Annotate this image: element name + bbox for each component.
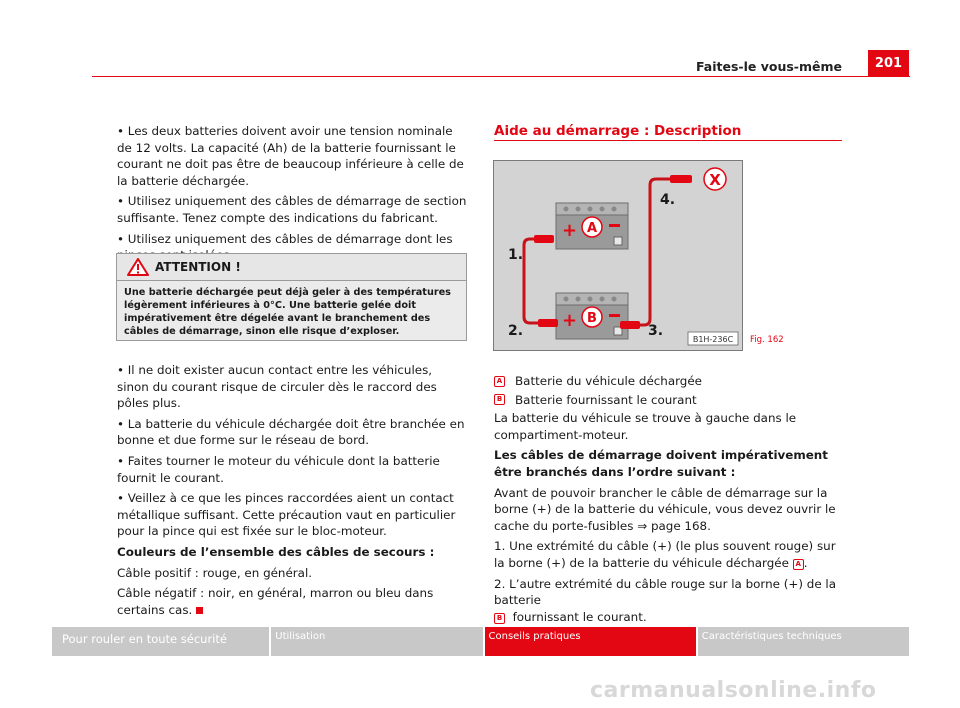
ground-label: X bbox=[709, 171, 721, 189]
header-rule bbox=[92, 76, 910, 77]
tab-technical-specs[interactable]: Caractéristiques techniques bbox=[698, 627, 909, 656]
positive-cable bbox=[524, 239, 554, 323]
legend-item-a: A Batterie du véhicule déchargée bbox=[494, 373, 842, 390]
step-label-2: 2. bbox=[508, 323, 524, 339]
bullet-onboard-network: • La batterie du véhicule déchargée doit être branchée en bonne et due forme sur le réseau de bord. bbox=[117, 416, 465, 448]
jump-start-figure bbox=[493, 160, 743, 351]
attention-title: ATTENTION ! bbox=[155, 260, 241, 274]
bullet-run-engine: • Faites tourner le moteur du véhicule dont la batterie fournit le courant. bbox=[117, 453, 440, 485]
watermark: carmanualsonline.info bbox=[590, 678, 877, 703]
badge-b-inline: B bbox=[494, 613, 505, 624]
step-label-3: 3. bbox=[648, 323, 664, 339]
battery-location-text: La batterie du véhicule se trouve à gauche dans le compartiment-moteur. bbox=[494, 411, 797, 442]
positive-cable-text: Câble positif : rouge, en général. bbox=[117, 565, 313, 580]
section-rule bbox=[494, 140, 842, 141]
bullet-no-contact: • Il ne doit exister aucun contact entre les véhicules, sinon du courant risque de circuler dès le raccord des pôles plus. bbox=[117, 363, 437, 411]
attention-text: Une batterie déchargée peut déjà geler à des températures légèrement inférieures à 0°C. Une batterie gelée doit impérativement être dégelée avant le branchement des câbles de démarrage, sinon elle risque d’exploser. bbox=[124, 287, 451, 337]
jump-start-diagram bbox=[494, 161, 742, 350]
clamp-ground bbox=[670, 175, 692, 183]
legend-item-b: B Batterie fournissant le courant bbox=[494, 392, 842, 409]
badge-a: A bbox=[494, 376, 505, 387]
section-title: Aide au démarrage : Description bbox=[494, 123, 742, 139]
running-header-title: Faites-le vous-même bbox=[696, 59, 842, 74]
clamp-b-negative bbox=[620, 321, 640, 329]
bullet-voltage: • Les deux batteries doivent avoir une tension nominale de 12 volts. La capacité (Ah) de la batterie fournissant le courant ne doit pas être de beaucoup inférieure à celle de la batterie déchargée. bbox=[117, 124, 464, 188]
step-2-text: 2. L’autre extrémité du câble rouge sur la borne (+) de la batterie B fournissant le courant. bbox=[494, 576, 836, 624]
clamp-b-positive bbox=[538, 319, 558, 327]
left-column-bottom bbox=[117, 362, 467, 622]
figure-caption: Fig. 162 bbox=[750, 335, 784, 345]
attention-header bbox=[117, 254, 466, 281]
attention-box bbox=[116, 253, 467, 341]
battery-b-label: B bbox=[587, 311, 597, 326]
warning-triangle-icon bbox=[127, 258, 149, 276]
tab-operation[interactable]: Utilisation bbox=[271, 627, 482, 656]
connection-order-heading: Les câbles de démarrage doivent impérativement être branchés dans l’ordre suivant : bbox=[494, 448, 828, 479]
cable-colors-heading: Couleurs de l’ensemble des câbles de secours : bbox=[117, 544, 435, 559]
end-of-section-square-icon bbox=[196, 607, 203, 614]
step-label-4: 4. bbox=[660, 192, 676, 208]
svg-text:+: + bbox=[562, 310, 578, 331]
battery-a-label: A bbox=[586, 221, 598, 236]
left-column-top bbox=[117, 123, 467, 268]
tab-practical-tips[interactable]: Conseils pratiques bbox=[485, 627, 696, 656]
negative-cable-text: Câble négatif : noir, en général, marron ou bleu dans certains cas. bbox=[117, 586, 434, 617]
chapter-tabs bbox=[52, 627, 909, 656]
tab-safety[interactable]: Pour rouler en toute sécurité bbox=[52, 627, 269, 656]
clamp-a-positive bbox=[534, 235, 554, 243]
figure-code: B1H-236C bbox=[692, 335, 734, 344]
bullet-cable-section: • Utilisez uniquement des câbles de démarrage de section suffisante. Tenez compte des indications du fabricant. bbox=[117, 194, 467, 225]
badge-a-inline: A bbox=[793, 559, 804, 570]
badge-b: B bbox=[494, 394, 505, 405]
step-1-text: 1. Une extrémité du câble (+) (le plus souvent rouge) sur la borne (+) de la batterie du véhicule déchargée A . bbox=[494, 539, 836, 570]
fuse-cover-text: Avant de pouvoir brancher le câble de démarrage sur la borne (+) de la batterie du véhicule, vous devez ouvrir le cache du porte-fusibles ⇒ page 168. bbox=[494, 485, 836, 533]
bullet-metal-contact: • Veillez à ce que les pinces raccordées aient un contact métallique suffisant. Cette précaution vaut en particulier pour la pince qui est fixée sur le bloc-moteur. bbox=[117, 491, 456, 539]
page-number: 201 bbox=[868, 50, 909, 77]
svg-text:+: + bbox=[562, 220, 578, 241]
right-column-text bbox=[494, 373, 842, 629]
bullet-insulated-clamps: • Utilisez uniquement des câbles de démarrage dont les bbox=[117, 231, 453, 246]
step-label-1: 1. bbox=[508, 247, 524, 263]
